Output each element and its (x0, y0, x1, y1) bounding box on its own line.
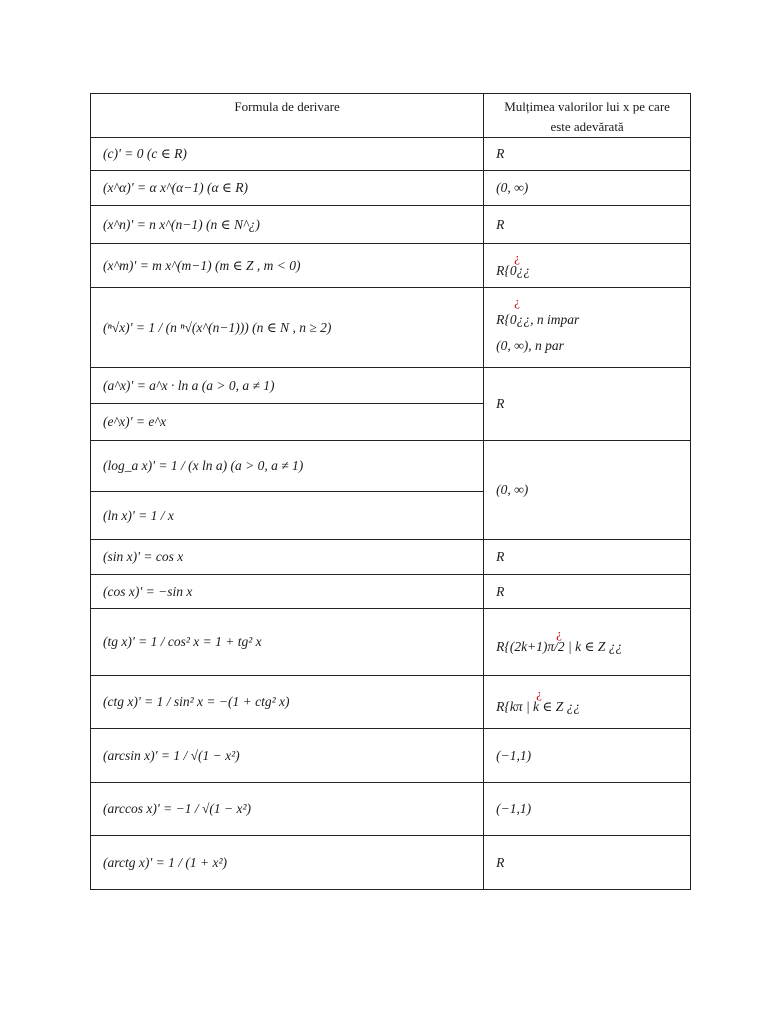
table-row (91, 288, 691, 368)
red-mark: ¿ (514, 293, 520, 309)
formula-cell: (log_a x)' = 1 / (x ln a) (a > 0, a ≠ 1) (91, 441, 484, 492)
table-row (91, 138, 691, 171)
table-header-row (91, 94, 691, 138)
formula-cell: (x^n)' = n x^(n−1) (n ∈ N^¿) (91, 206, 484, 244)
domain-cell: R (484, 575, 691, 609)
header-domain: Mulțimea valorilor lui x pe care este adevărată (484, 94, 691, 138)
formula-cell: (ⁿ√x)' = 1 / (n ⁿ√(x^(n−1))) (n ∈ N , n ≥ 2) (91, 288, 484, 368)
formula-cell: (arctg x)' = 1 / (1 + x²) (91, 836, 484, 890)
formula-cell: (cos x)' = −sin x (91, 575, 484, 609)
formula-cell: (ctg x)' = 1 / sin² x = −(1 + ctg² x) (91, 676, 484, 729)
formula-cell: (arccos x)' = −1 / √(1 − x²) (91, 783, 484, 836)
table-row (91, 206, 691, 244)
table-row (91, 368, 691, 404)
formula-cell: (c)' = 0 (c ∈ R) (91, 138, 484, 171)
domain-cell: (−1,1) (484, 729, 691, 783)
formula-cell: (tg x)' = 1 / cos² x = 1 + tg² x (91, 609, 484, 676)
domain-cell: ¿ R{kπ | k ∈ Z ¿¿ (484, 676, 691, 729)
red-mark: ¿ (536, 686, 542, 702)
table-row (91, 783, 691, 836)
domain-cell: R (484, 540, 691, 575)
header-formula: Formula de derivare (91, 94, 484, 138)
table-row (91, 171, 691, 206)
formula-cell: (e^x)' = e^x (91, 404, 484, 441)
domain-cell: ¿ R{0¿¿, n impar (0, ∞), n par (484, 288, 691, 368)
formula-cell: (x^m)' = m x^(m−1) (m ∈ Z , m < 0) (91, 244, 484, 288)
domain-cell: (0, ∞) (484, 171, 691, 206)
domain-cell: ¿ R{0¿¿ (484, 244, 691, 288)
domain-cell: R (484, 836, 691, 890)
domain-cell: ¿ R{(2k+1)π/2 | k ∈ Z ¿¿ (484, 609, 691, 676)
table-row (91, 676, 691, 729)
domain-cell: (0, ∞) (484, 441, 691, 540)
formula-cell: (a^x)' = a^x · ln a (a > 0, a ≠ 1) (91, 368, 484, 404)
derivatives-table (90, 93, 691, 890)
table-row (91, 441, 691, 492)
domain-cell: (−1,1) (484, 783, 691, 836)
table-row (91, 729, 691, 783)
table-row (91, 244, 691, 288)
formula-cell: (ln x)' = 1 / x (91, 492, 484, 540)
formula-cell: (sin x)' = cos x (91, 540, 484, 575)
red-mark: ¿ (556, 626, 562, 642)
table-row (91, 836, 691, 890)
formula-cell: (x^α)' = α x^(α−1) (α ∈ R) (91, 171, 484, 206)
domain-cell: R (484, 368, 691, 441)
domain-cell: R (484, 138, 691, 171)
red-mark: ¿ (514, 249, 520, 265)
table-row (91, 540, 691, 575)
table-row (91, 609, 691, 676)
domain-cell: R (484, 206, 691, 244)
formula-cell: (arcsin x)' = 1 / √(1 − x²) (91, 729, 484, 783)
table-row (91, 575, 691, 609)
